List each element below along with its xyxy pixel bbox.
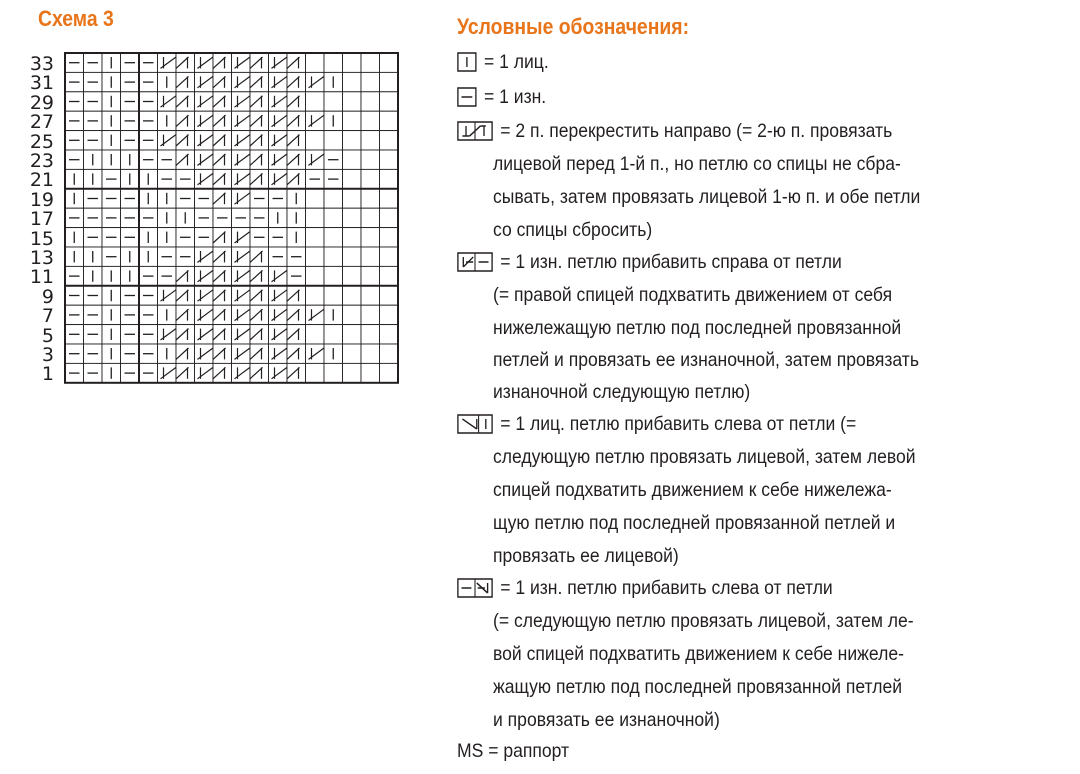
chart-cell [250,325,269,344]
chart-cell [306,286,325,305]
chart-cell [213,325,232,344]
chart-cell [324,325,343,344]
legend-text: нижележащую петлю под последней провязанной [493,317,902,339]
chart-cell [324,363,343,382]
chart-cell [343,53,362,72]
chart-cell [250,344,269,363]
chart-cell [176,92,195,111]
chart-cell [287,72,306,91]
chart-cell [232,92,251,111]
chart-cell [250,111,269,130]
chart-cell [380,266,399,285]
chart-cell [287,344,306,363]
chart-cell [343,208,362,227]
chart-cell [361,266,380,285]
chart-cell [213,92,232,111]
chart-cell [306,111,325,130]
row-number-label: 3 [41,344,54,366]
chart-cell [250,150,269,169]
chart-cell [380,53,399,72]
chart-cell [213,150,232,169]
chart-cell [232,72,251,91]
chart-cell [232,266,251,285]
legend-text: со спицы сбросить) [493,219,653,241]
legend-text: следующую петлю провязать лицевой, затем левой [493,446,916,468]
chart-cell [380,189,399,208]
chart-cell [343,131,362,150]
chart-cell [158,92,177,111]
chart-cell [232,363,251,382]
chart-cell [213,344,232,363]
legend-text: щую петлю под последней провязанной петлей и [493,512,896,534]
chart-cell [343,325,362,344]
chart-cell [343,228,362,247]
chart-cell [195,363,214,382]
chart-cell [343,266,362,285]
chart-cell [269,53,288,72]
chart-cell [176,131,195,150]
chart-cell [195,169,214,188]
row-number-label: 1 [41,363,54,386]
chart-cell [250,286,269,305]
chart-cell [195,305,214,324]
chart-cell [176,325,195,344]
purl-increase-right-symbol-icon [457,252,493,272]
chart-cell [380,363,399,382]
chart-cell [361,344,380,363]
chart-cell [269,111,288,130]
legend-item-knit [457,48,549,76]
chart-cell [306,92,325,111]
chart-cell [250,72,269,91]
row-number-label: 11 [29,266,54,289]
chart-cell [306,325,325,344]
chart-cell [287,305,306,324]
chart-cell [195,72,214,91]
chart-cell [213,228,232,247]
chart-cell [380,286,399,305]
chart-cell [195,92,214,111]
chart-cell [176,363,195,382]
chart-cell [232,189,251,208]
chart-cell [361,363,380,382]
chart-cell [213,189,232,208]
knit-symbol-icon [457,52,477,72]
chart-cell [232,150,251,169]
chart-cell [361,189,380,208]
chart-cell [306,72,325,91]
chart-cell [361,92,380,111]
chart-cell [361,228,380,247]
chart-cell [176,111,195,130]
chart-cell [213,363,232,382]
chart-cell [306,247,325,266]
chart-cell [380,72,399,91]
chart-cell [324,228,343,247]
legend-item-purl-increase-right [457,248,842,276]
chart-cell [269,92,288,111]
chart-cell [361,53,380,72]
chart-cell [195,150,214,169]
chart-cell [250,247,269,266]
chart-cell [158,53,177,72]
row-number-label: 19 [29,188,54,211]
chart-cell [213,169,232,188]
knit-increase-left-symbol-icon [457,414,493,434]
chart-cell [232,325,251,344]
legend-text: = 1 лиц. петлю прибавить слева от петли (= [500,413,857,435]
chart-cell [250,363,269,382]
chart-cell [306,208,325,227]
row-number-label: 5 [41,324,54,347]
row-number-label: 15 [29,227,54,250]
chart-cell [287,169,306,188]
row-number-label: 27 [29,111,54,134]
chart-cell [287,131,306,150]
legend-text: вой спицей подхватить движением к себе нижеле- [493,643,904,665]
chart-cell [232,247,251,266]
chart-cell [324,92,343,111]
chart-cell [269,344,288,363]
row-number-label: 25 [29,130,54,153]
chart-cell [306,305,325,324]
chart-cell [287,150,306,169]
chart-cell [361,111,380,130]
chart-cell [176,72,195,91]
chart-cell [380,325,399,344]
chart-cell [232,131,251,150]
chart-cell [195,53,214,72]
row-number-label: 9 [41,285,54,308]
chart-cell [343,305,362,324]
row-number-label: 17 [29,208,54,231]
chart-cell [213,53,232,72]
chart-cell [306,131,325,150]
chart-cell [213,111,232,130]
chart-cell [380,247,399,266]
chart-cell [195,266,214,285]
chart-cell [213,131,232,150]
row-number-label: 21 [29,169,54,192]
chart-cell [269,131,288,150]
chart-cell [306,266,325,285]
chart-cell [158,131,177,150]
chart-cell [195,325,214,344]
chart-cell [176,305,195,324]
chart-cell [269,325,288,344]
chart-cell [306,344,325,363]
chart-cell [306,150,325,169]
purl-increase-left-symbol-icon [457,578,493,598]
row-number-label: 31 [29,72,54,95]
chart-cell [176,150,195,169]
chart-cell [324,189,343,208]
chart-cell [343,363,362,382]
chart-cell [380,111,399,130]
chart-cell [250,92,269,111]
chart-cell [287,92,306,111]
chart-cell [195,131,214,150]
chart-title: Схема 3 [38,6,114,31]
chart-cell [306,53,325,72]
purl-symbol-icon [457,87,477,107]
chart-cell [269,305,288,324]
chart-cell [250,131,269,150]
chart-cell [380,228,399,247]
chart-cell [343,286,362,305]
chart-cell [306,189,325,208]
legend-text: изнаночной следующую петлю) [493,381,751,403]
chart-cell [380,92,399,111]
legend-text: жащую петлю под последней провязанной петлей [493,676,903,698]
knitting-chart [0,0,420,500]
chart-cell [176,286,195,305]
row-number-label: 33 [29,53,54,75]
chart-cell [213,266,232,285]
chart-cell [269,150,288,169]
chart-cell [380,169,399,188]
chart-cell [324,247,343,266]
chart-cell [176,266,195,285]
chart-cell [287,53,306,72]
chart-cell [250,266,269,285]
chart-cell [361,131,380,150]
legend-text: спицей подхватить движением к себе нижележа- [493,479,892,501]
legend-text: = 1 изн. [484,86,547,108]
chart-cell [269,72,288,91]
chart-cell [343,72,362,91]
legend-text: и провязать ее изнаночной) [493,709,720,731]
chart-cell [380,150,399,169]
row-number-label: 29 [29,91,54,114]
chart-cell [269,363,288,382]
chart-cell [380,305,399,324]
legend-text: (= правой спицей подхватить движением от себя [493,284,893,306]
cross-right-symbol-icon [457,121,493,141]
legend-text: (= следующую петлю провязать лицевой, затем ле- [493,610,914,632]
legend-item-purl [457,83,546,111]
chart-cell [232,53,251,72]
chart-cell [380,344,399,363]
chart-cell [195,247,214,266]
chart-cell [232,111,251,130]
chart-cell [213,72,232,91]
row-number-label: 7 [41,305,54,328]
chart-cell [287,111,306,130]
chart-cell [361,169,380,188]
chart-cell [158,325,177,344]
chart-cell [213,286,232,305]
chart-cell [232,286,251,305]
chart-cell [269,266,288,285]
chart-cell [269,286,288,305]
chart-cell [324,266,343,285]
chart-cell [343,92,362,111]
chart-cell [361,72,380,91]
legend-item-purl-increase-left [457,574,833,602]
chart-cell [361,325,380,344]
legend-text: = 1 лиц. [484,51,549,73]
ms-note-text: MS = раппорт [457,740,570,762]
chart-cell [232,305,251,324]
chart-cell [361,286,380,305]
legend-item-cross-right [457,117,892,145]
chart-cell [158,286,177,305]
chart-cell [306,363,325,382]
chart-cell [195,344,214,363]
chart-cell [176,344,195,363]
chart-cell [343,247,362,266]
chart-cell [306,228,325,247]
chart-cell [176,53,195,72]
chart-cell [380,131,399,150]
legend-title: Условные обозначения: [457,14,690,39]
chart-cell [343,344,362,363]
chart-cell [195,111,214,130]
chart-cell [250,53,269,72]
chart-cell [158,363,177,382]
chart-cell [232,169,251,188]
chart-cell [324,286,343,305]
legend-text: лицевой перед 1-й п., но петлю со спицы не сбра- [493,153,901,175]
chart-cell [343,189,362,208]
chart-cell [287,286,306,305]
legend-text: провязать ее лицевой) [493,545,679,567]
chart-cell [324,131,343,150]
legend-item-knit-increase-left [457,410,856,438]
chart-cell [195,286,214,305]
chart-cell [250,305,269,324]
chart-cell [232,228,251,247]
row-number-label: 23 [29,150,54,172]
chart-cell [269,169,288,188]
chart-cell [361,208,380,227]
ms-note [457,737,569,765]
chart-cell [287,325,306,344]
chart-cell [213,305,232,324]
chart-cell [250,169,269,188]
legend-text: сывать, затем провязать лицевой 1-ю п. и обе петли [493,186,921,208]
chart-cell [324,208,343,227]
row-number-label: 13 [29,247,54,269]
legend-text: = 1 изн. петлю прибавить слева от петли [500,577,833,599]
chart-cell [380,208,399,227]
chart-cell [213,247,232,266]
chart-cell [361,247,380,266]
chart-cell [287,363,306,382]
chart-cell [324,53,343,72]
legend-text: = 2 п. перекрестить направо (= 2-ю п. провязать [500,120,893,142]
chart-cell [361,150,380,169]
legend-text: петлей и провязать ее изнаночной, затем провязать [493,349,919,371]
chart-cell [232,344,251,363]
chart-cell [343,169,362,188]
chart-cell [343,111,362,130]
chart-cell [361,305,380,324]
legend-text: = 1 изн. петлю прибавить справа от петли [500,251,842,273]
chart-cell [343,150,362,169]
